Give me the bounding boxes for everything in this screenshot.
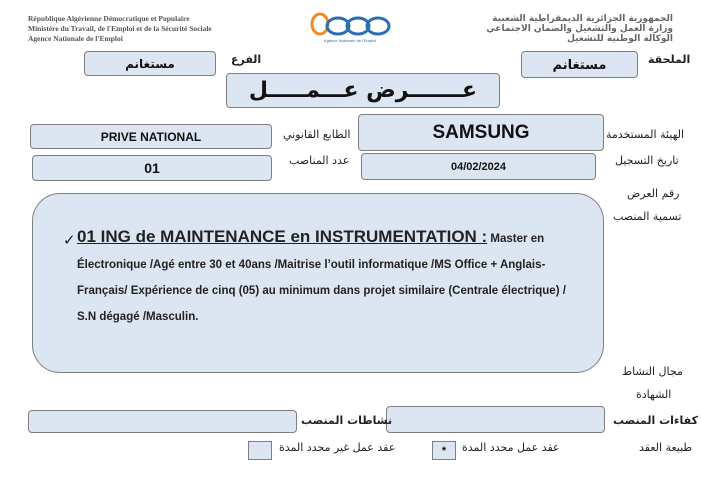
contract-type-label: طبيعة العقد — [639, 441, 693, 454]
registration-date-field: 04/02/2024 — [361, 153, 596, 180]
legal-form-field: PRIVE NATIONAL — [30, 124, 272, 149]
offer-line-2: Électronique /Agé entre 30 et 40ans /Maitrise l’outil informatique /MS Office + Anglais- — [77, 259, 546, 271]
employer-field: SAMSUNG — [358, 114, 604, 151]
logo-caption: Agence Nationale de l'Emploi — [323, 38, 377, 43]
offer-number-label: رقم العرض — [627, 187, 680, 200]
branch-field: مستغانم — [84, 51, 216, 76]
registration-date-label: تاريخ التسجيل — [615, 154, 679, 167]
contract-fixed-checkbox: * — [432, 441, 456, 460]
check-icon: ✓ — [63, 232, 76, 249]
legal-form-label: الطابع القانوني — [283, 128, 351, 141]
header-line-ministry: Ministère du Travail, de l'Emploi et de la Sécurité Sociale — [28, 24, 212, 33]
job-title-label: تسمية المنصب — [613, 210, 682, 223]
offer-title: عـــــــرض عـــمـــــل — [226, 73, 500, 108]
offer-line-3: Français/ Expérience de cinq (05) au minimum dans projet similaire (Centrale électrique) / — [77, 285, 566, 297]
tasks-field — [28, 410, 297, 433]
contract-fixed-label: عقد عمل محدد المدة — [462, 441, 560, 454]
offer-line-4: S.N dégagé /Masculin. — [77, 311, 199, 323]
header-arabic-block — [413, 14, 673, 44]
header-line-agency: Agence Nationale de l'Emploi — [28, 34, 123, 43]
offer-lead: 01 ING de MAINTENANCE en INSTRUMENTATION : — [77, 227, 488, 246]
annexe-field: مستغانم — [521, 51, 638, 78]
diploma-label: الشهادة — [636, 388, 672, 401]
offer-line-1-tail: Master en — [490, 233, 545, 245]
header-line-republic-ar: الجمهورية الجزائرية الديمقراطية الشعبية — [492, 14, 673, 24]
offer-line-1 — [77, 224, 579, 252]
header-french-block — [28, 14, 283, 44]
positions-field: 01 — [32, 155, 272, 181]
header-line-republic: République Algérienne Démocratique et Populaire — [28, 14, 190, 23]
tasks-label: نشاطات المنصب — [301, 414, 393, 427]
contract-open-label: عقد عمل غير محدد المدة — [279, 441, 396, 454]
contract-open-checkbox — [248, 441, 272, 460]
positions-label: عدد المناصب — [289, 154, 350, 167]
branch-label: الفرع — [231, 53, 262, 66]
skills-field — [386, 406, 605, 433]
employer-label: الهيئة المستخدمة — [606, 128, 685, 141]
skills-label: كفاءات المنصب — [613, 414, 698, 427]
offer-description-box — [32, 193, 604, 373]
header-line-agency-ar: الوكالة الوطنية للتشغيل — [567, 34, 673, 44]
header-line-ministry-ar: وزارة العمل والتشغيل والضمان الاجتماعي — [486, 24, 673, 34]
activity-label: مجال النشاط — [622, 365, 683, 378]
annexe-label: الملحقة — [648, 53, 691, 66]
